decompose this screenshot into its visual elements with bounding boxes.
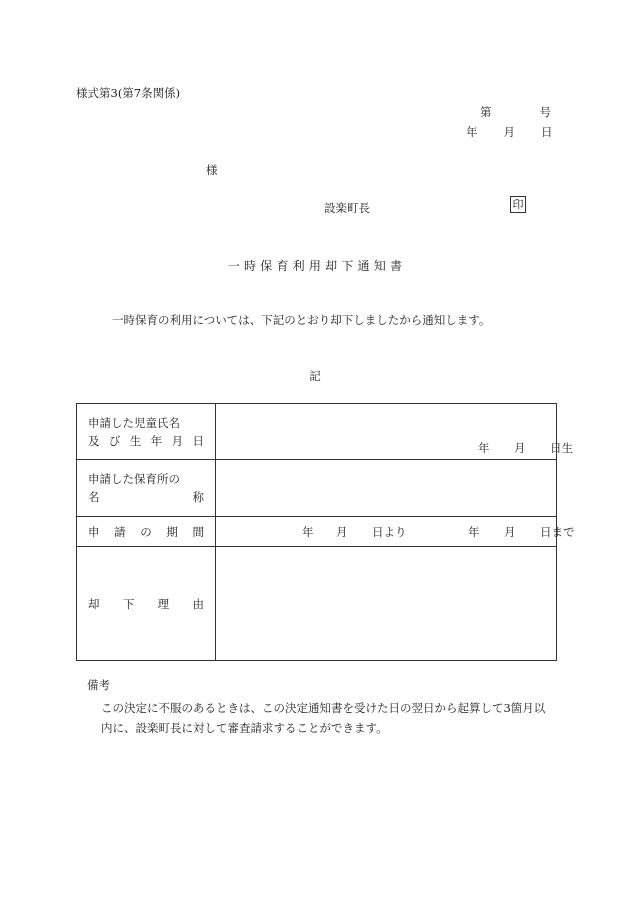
date-month: 月	[503, 125, 515, 139]
number-suffix: 号	[539, 105, 551, 119]
label-nursery-name	[77, 460, 216, 517]
number-prefix: 第	[480, 105, 492, 119]
date-year: 年	[466, 125, 478, 139]
label-line2: 名 称	[88, 490, 204, 504]
start-month-suffix: 月	[336, 525, 348, 539]
date-day: 日	[541, 125, 553, 139]
label-line2: 及 び 生 年 月 日	[88, 433, 204, 448]
value-child-name-birthdate[interactable]	[216, 404, 573, 460]
label-reason	[77, 547, 216, 661]
label-reason-text: 却 下 理 由	[88, 596, 204, 611]
start-day-suffix: 日より	[372, 525, 407, 539]
addressee-suffix: 様	[206, 163, 218, 177]
end-month-suffix: 月	[504, 525, 516, 539]
value-nursery-name[interactable]	[216, 460, 557, 517]
table-row-child-name	[77, 404, 557, 460]
value-period[interactable]	[216, 517, 575, 547]
intro-text: 一時保育の利用については、下記のとおり却下しましたから通知します。	[112, 313, 491, 327]
issuer-name: 設楽町長	[324, 201, 370, 215]
label-period-text: 申 請 の 期 間	[88, 524, 204, 539]
table-row-period	[77, 517, 557, 547]
start-year-suffix: 年	[302, 525, 314, 539]
document-title: 一 時 保 育 利 用 却 下 通 知 書	[227, 259, 403, 273]
table-row-nursery-name	[77, 460, 557, 517]
form-number: 様式第3(第7条関係)	[76, 86, 181, 100]
ki-heading: 記	[309, 369, 321, 383]
rejection-detail-table	[76, 403, 575, 661]
end-day-suffix: 日まで	[540, 525, 575, 539]
seal-mark: 印	[510, 196, 526, 213]
label-period	[77, 517, 216, 547]
birth-year-suffix: 年	[478, 441, 490, 455]
value-reason[interactable]	[216, 547, 557, 661]
birth-month-suffix: 月	[514, 441, 526, 455]
notes-text: この決定に不服のあるときは、この決定通知書を受けた日の翌日から起算して3箇月以内に、設楽町長に対して審査請求することができます。	[101, 701, 546, 735]
label-child-name-birthdate	[77, 404, 216, 460]
document-number-line	[480, 104, 551, 120]
label-line1: 申請した児童氏名	[88, 415, 180, 430]
table-row-reason	[77, 547, 557, 661]
label-line1: 申請した保育所の	[88, 472, 180, 486]
issue-date-line	[466, 124, 553, 140]
birth-day-suffix: 日生	[550, 441, 573, 455]
notes-heading: 備考	[87, 678, 110, 692]
end-year-suffix: 年	[468, 525, 480, 539]
